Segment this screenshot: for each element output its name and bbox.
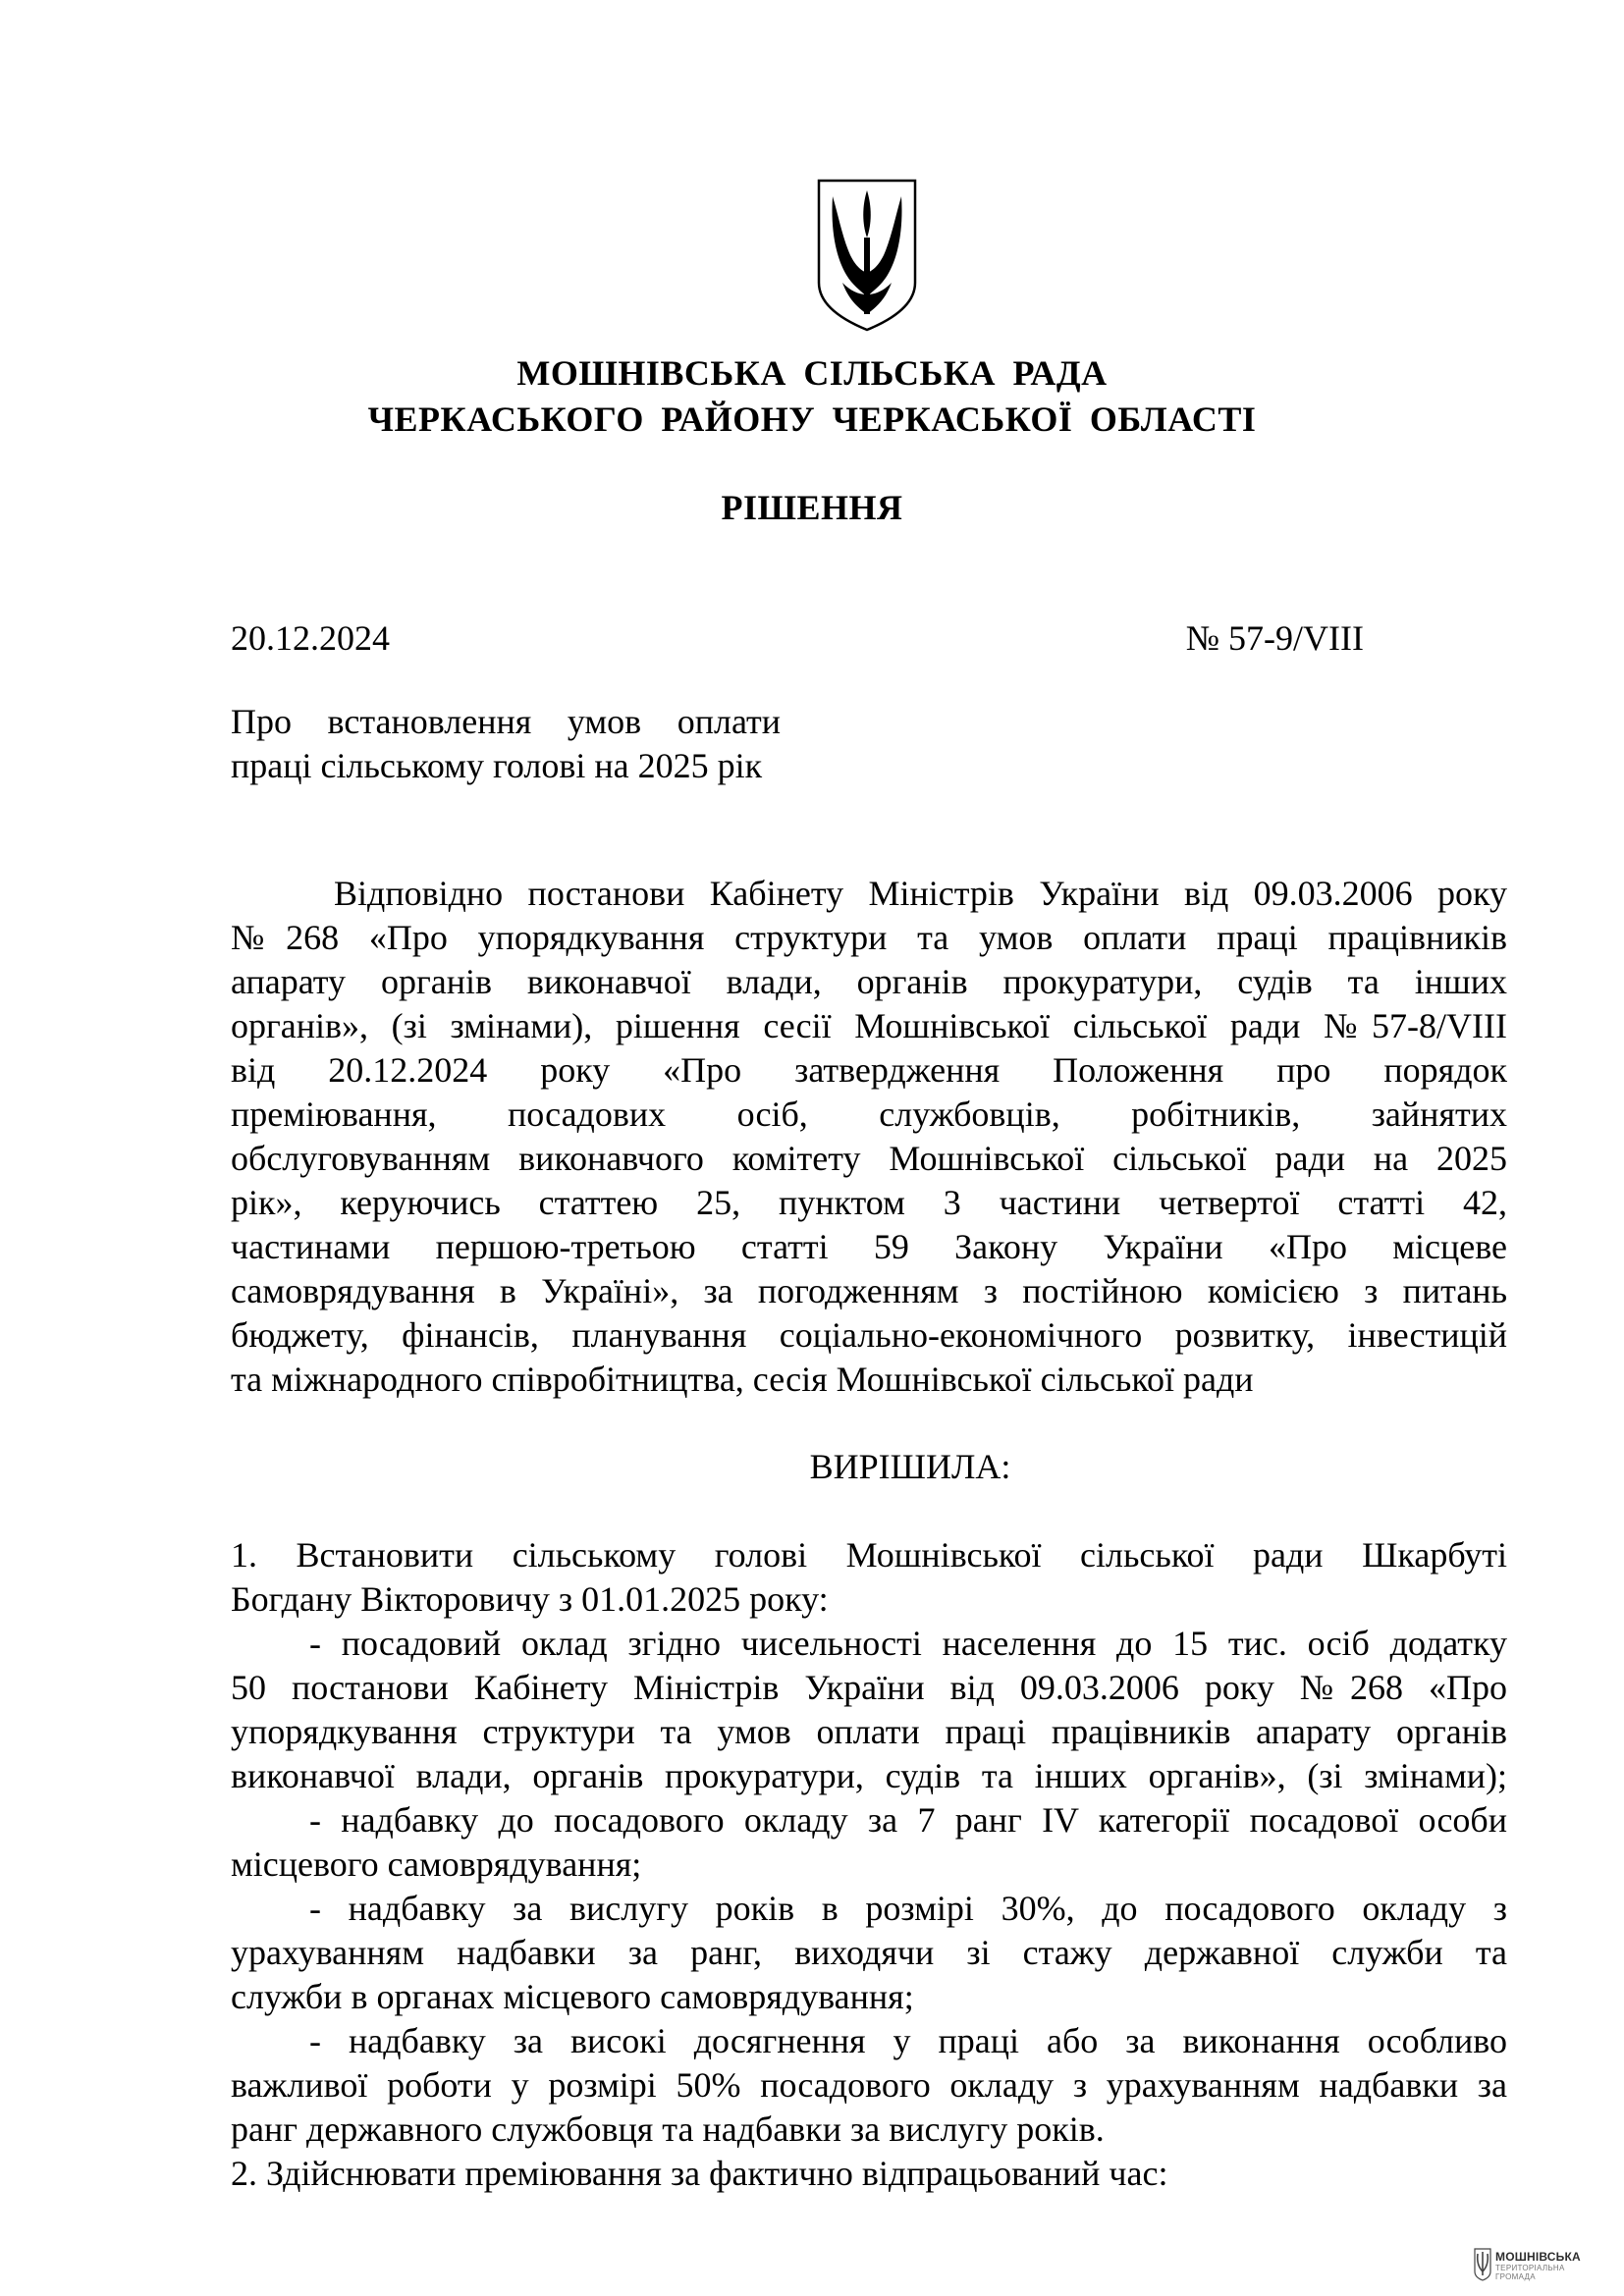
decided-heading: ВИРІШИЛА: bbox=[809, 1447, 1011, 1486]
point-line: Богдану Вікторовичу з 01.01.2025 року: bbox=[231, 1579, 829, 1619]
point-line: служби в органах місцевого самоврядування; bbox=[231, 1977, 914, 2016]
preamble-line: преміювання, посадових осіб, службовців, робітників, зайнятих bbox=[231, 1095, 1507, 1134]
logo-line2: ТЕРИТОРІАЛЬНА bbox=[1495, 2264, 1565, 2272]
preamble-line: від 20.12.2024 року «Про затвердження Положення про порядок bbox=[231, 1050, 1507, 1090]
preamble-line: обслуговуванням виконавчого комітету Мошнівської сільської ради на 2025 bbox=[231, 1139, 1507, 1178]
resolution-points bbox=[231, 1533, 1507, 2196]
point-line: ранг державного службовця та надбавки за вислугу років. bbox=[231, 2109, 1105, 2149]
trident-icon bbox=[1474, 2248, 1491, 2281]
preamble-line: органів», (зі змінами), рішення сесії Мошнівської сільської ради №57-8/VIII bbox=[231, 1006, 1507, 1045]
document-date: 20.12.2024 bbox=[231, 618, 390, 658]
point-line: - надбавку за вислугу років в розмірі 30%, до посадового окладу з bbox=[309, 1889, 1507, 1928]
preamble-line: Відповідно постанови Кабінету Міністрів України від 09.03.2006 року bbox=[334, 874, 1507, 913]
point-line: 1. Встановити сільському голові Мошнівської сільської ради Шкарбуті bbox=[231, 1535, 1507, 1575]
point-line: - надбавку до посадового окладу за 7 ранг IV категорії посадової особи bbox=[309, 1800, 1507, 1840]
preamble-line: бюджету, фінансів, планування соціально-економічного розвитку, інвестицій bbox=[231, 1315, 1507, 1355]
point-line: урахуванням надбавки за ранг, виходячи зі стажу державної служби та bbox=[231, 1933, 1507, 1972]
point-line: 50 постанови Кабінету Міністрів України від 09.03.2006 року №268 «Про bbox=[231, 1668, 1507, 1707]
council-name-line2: ЧЕРКАСЬКОГО РАЙОНУ ЧЕРКАСЬКОЇ ОБЛАСТІ bbox=[367, 400, 1257, 439]
preamble-line: самоврядування в Україні», за погодженням з постійною комісією з питань bbox=[231, 1271, 1507, 1310]
document-number: № 57-9/VIII bbox=[1185, 618, 1364, 658]
point-line: упорядкування структури та умов оплати праці працівників апарату органів bbox=[231, 1712, 1507, 1751]
point-line: 2. Здійснювати преміювання за фактично відпрацьований час: bbox=[231, 2154, 1168, 2193]
logo-line1: МОШНІВСЬКА bbox=[1495, 2250, 1581, 2264]
point-line: місцевого самоврядування; bbox=[231, 1844, 642, 1884]
preamble-line: апарату органів виконавчої влади, органів прокуратури, судів та інших bbox=[231, 962, 1507, 1001]
preamble-line: №268 «Про упорядкування структури та умов оплати праці працівників bbox=[231, 918, 1507, 957]
preamble-line: частинами першою-третьою статті 59 Закону України «Про місцеве bbox=[231, 1227, 1507, 1266]
coat-of-arms-emblem bbox=[813, 177, 921, 334]
point-line: важливої роботи у розмірі 50% посадового окладу з урахуванням надбавки за bbox=[231, 2065, 1507, 2105]
community-logo bbox=[1474, 2248, 1601, 2285]
logo-line3: ГРОМАДА bbox=[1495, 2272, 1536, 2281]
point-line: - посадовий оклад згідно чисельності населення до 15 тис. осіб додатку bbox=[309, 1624, 1507, 1663]
document-title: РІШЕННЯ bbox=[721, 488, 903, 527]
point-line: - надбавку за високі досягнення у праці або за виконання особливо bbox=[309, 2021, 1507, 2060]
document-subject: Про встановлення умов оплати праці сільському голові на 2025 рік bbox=[231, 702, 781, 785]
point-line: виконавчої влади, органів прокуратури, судів та інших органів», (зі змінами); bbox=[231, 1756, 1507, 1795]
preamble-paragraph bbox=[231, 872, 1507, 1402]
preamble-line: рік», керуючись статтею 25, пунктом 3 частини четвертої статті 42, bbox=[231, 1183, 1507, 1222]
preamble-line: та міжнародного співробітництва, сесія Мошнівської сільської ради bbox=[231, 1360, 1254, 1399]
council-name-line1: МОШНІВСЬКА СІЛЬСЬКА РАДА bbox=[516, 353, 1108, 393]
